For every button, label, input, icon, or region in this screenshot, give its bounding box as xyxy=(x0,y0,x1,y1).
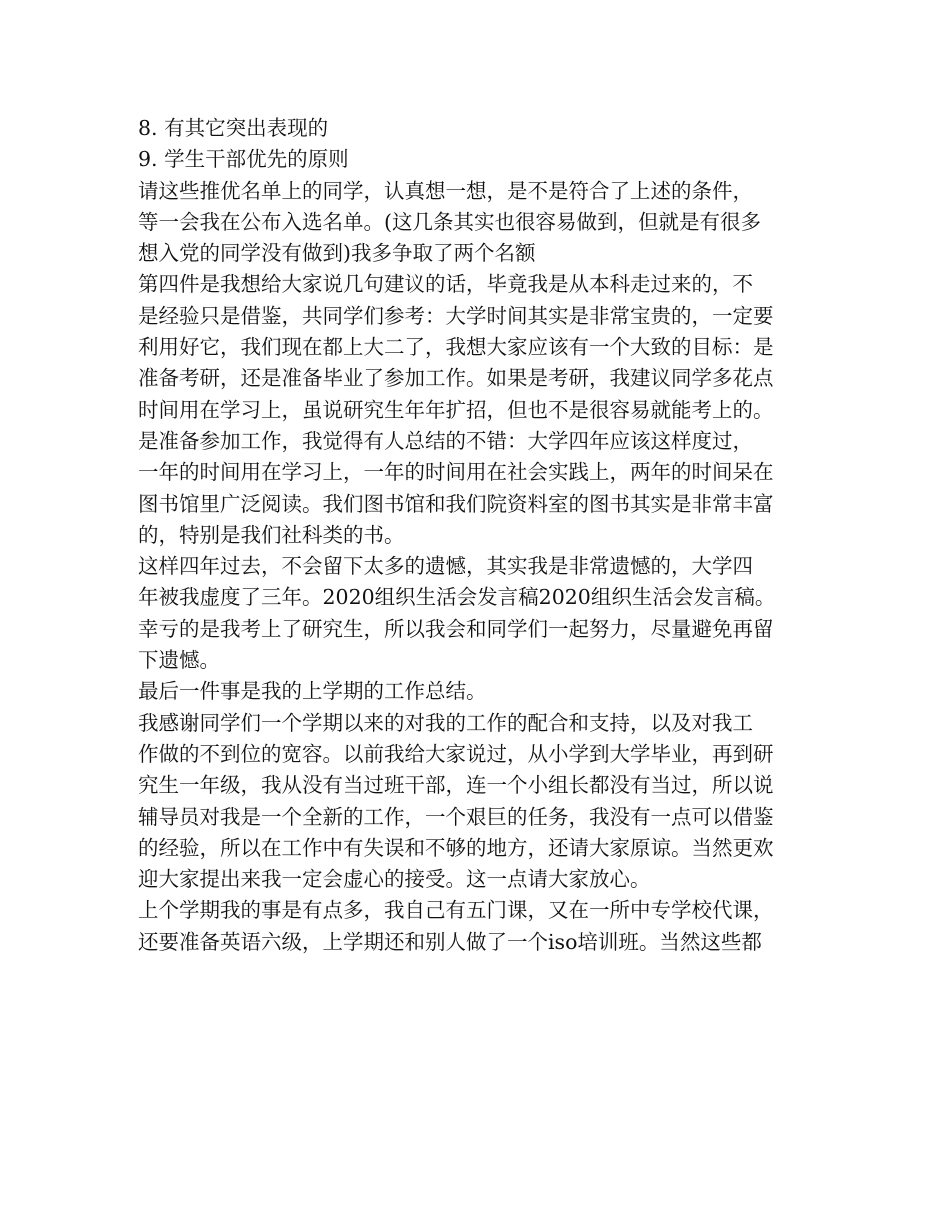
text-line: 想入党的同学没有做到)我多争取了两个名额 xyxy=(138,241,536,266)
text-line: 这样四年过去，不会留下太多的遗憾，其实我是非常遗憾的，大学四 xyxy=(138,554,753,579)
text-line: 9. 学生干部优先的原则 xyxy=(138,147,349,172)
text-line: 的，特别是我们社科类的书。 xyxy=(138,522,405,547)
text-line: 上个学期我的事是有点多，我自己有五门课，又在一所中专学校代课， xyxy=(138,898,774,923)
text-line: 作做的不到位的宽容。以前我给大家说过，从小学到大学毕业，再到研 xyxy=(138,741,774,766)
text-line: 等一会我在公布入选名单。(这几条其实也很容易做到，但就是有很多 xyxy=(138,209,761,234)
text-line: 时间用在学习上，虽说研究生年年扩招，但也不是很容易就能考上的。 xyxy=(138,397,774,422)
text-line: 还要准备英语六级，上学期还和别人做了一个iso培训班。当然这些都 xyxy=(138,929,762,954)
text-line: 年被我虚度了三年。2020组织生活会发言稿2020组织生活会发言稿。 xyxy=(138,585,776,610)
text-line: 请这些推优名单上的同学，认真想一想，是不是符合了上述的条件， xyxy=(138,178,753,203)
text-line: 最后一件事是我的上学期的工作总结。 xyxy=(138,679,487,704)
text-line: 辅导员对我是一个全新的工作，一个艰巨的任务，我没有一点可以借鉴 xyxy=(138,804,774,829)
text-line: 图书馆里广泛阅读。我们图书馆和我们院资料室的图书其实是非常丰富 xyxy=(138,491,774,516)
text-line: 究生一年级，我从没有当过班干部，连一个小组长都没有当过，所以说 xyxy=(138,773,774,798)
text-line: 是准备参加工作，我觉得有人总结的不错：大学四年应该这样度过， xyxy=(138,428,753,453)
text-line: 幸亏的是我考上了研究生，所以我会和同学们一起努力，尽量避免再留 xyxy=(138,616,774,641)
text-line: 准备考研，还是准备毕业了参加工作。如果是考研，我建议同学多花点 xyxy=(138,366,774,391)
text-line: 一年的时间用在学习上，一年的时间用在社会实践上，两年的时间呆在 xyxy=(138,460,774,485)
text-line: 的经验，所以在工作中有失误和不够的地方，还请大家原谅。当然更欢 xyxy=(138,835,774,860)
text-line: 第四件是我想给大家说几句建议的话，毕竟我是从本科走过来的，不 xyxy=(138,272,753,297)
document-body xyxy=(138,113,818,958)
text-line: 迎大家提出来我一定会虚心的接受。这一点请大家放心。 xyxy=(138,867,651,892)
text-line: 我感谢同学们一个学期以来的对我的工作的配合和支持，以及对我工 xyxy=(138,710,753,735)
text-line: 8. 有其它突出表现的 xyxy=(138,116,329,140)
text-line: 利用好它，我们现在都上大二了，我想大家应该有一个大致的目标：是 xyxy=(138,335,774,360)
text-line: 下遗憾。 xyxy=(138,648,220,673)
text-line: 是经验只是借鉴，共同学们参考：大学时间其实是非常宝贵的，一定要 xyxy=(138,303,774,328)
